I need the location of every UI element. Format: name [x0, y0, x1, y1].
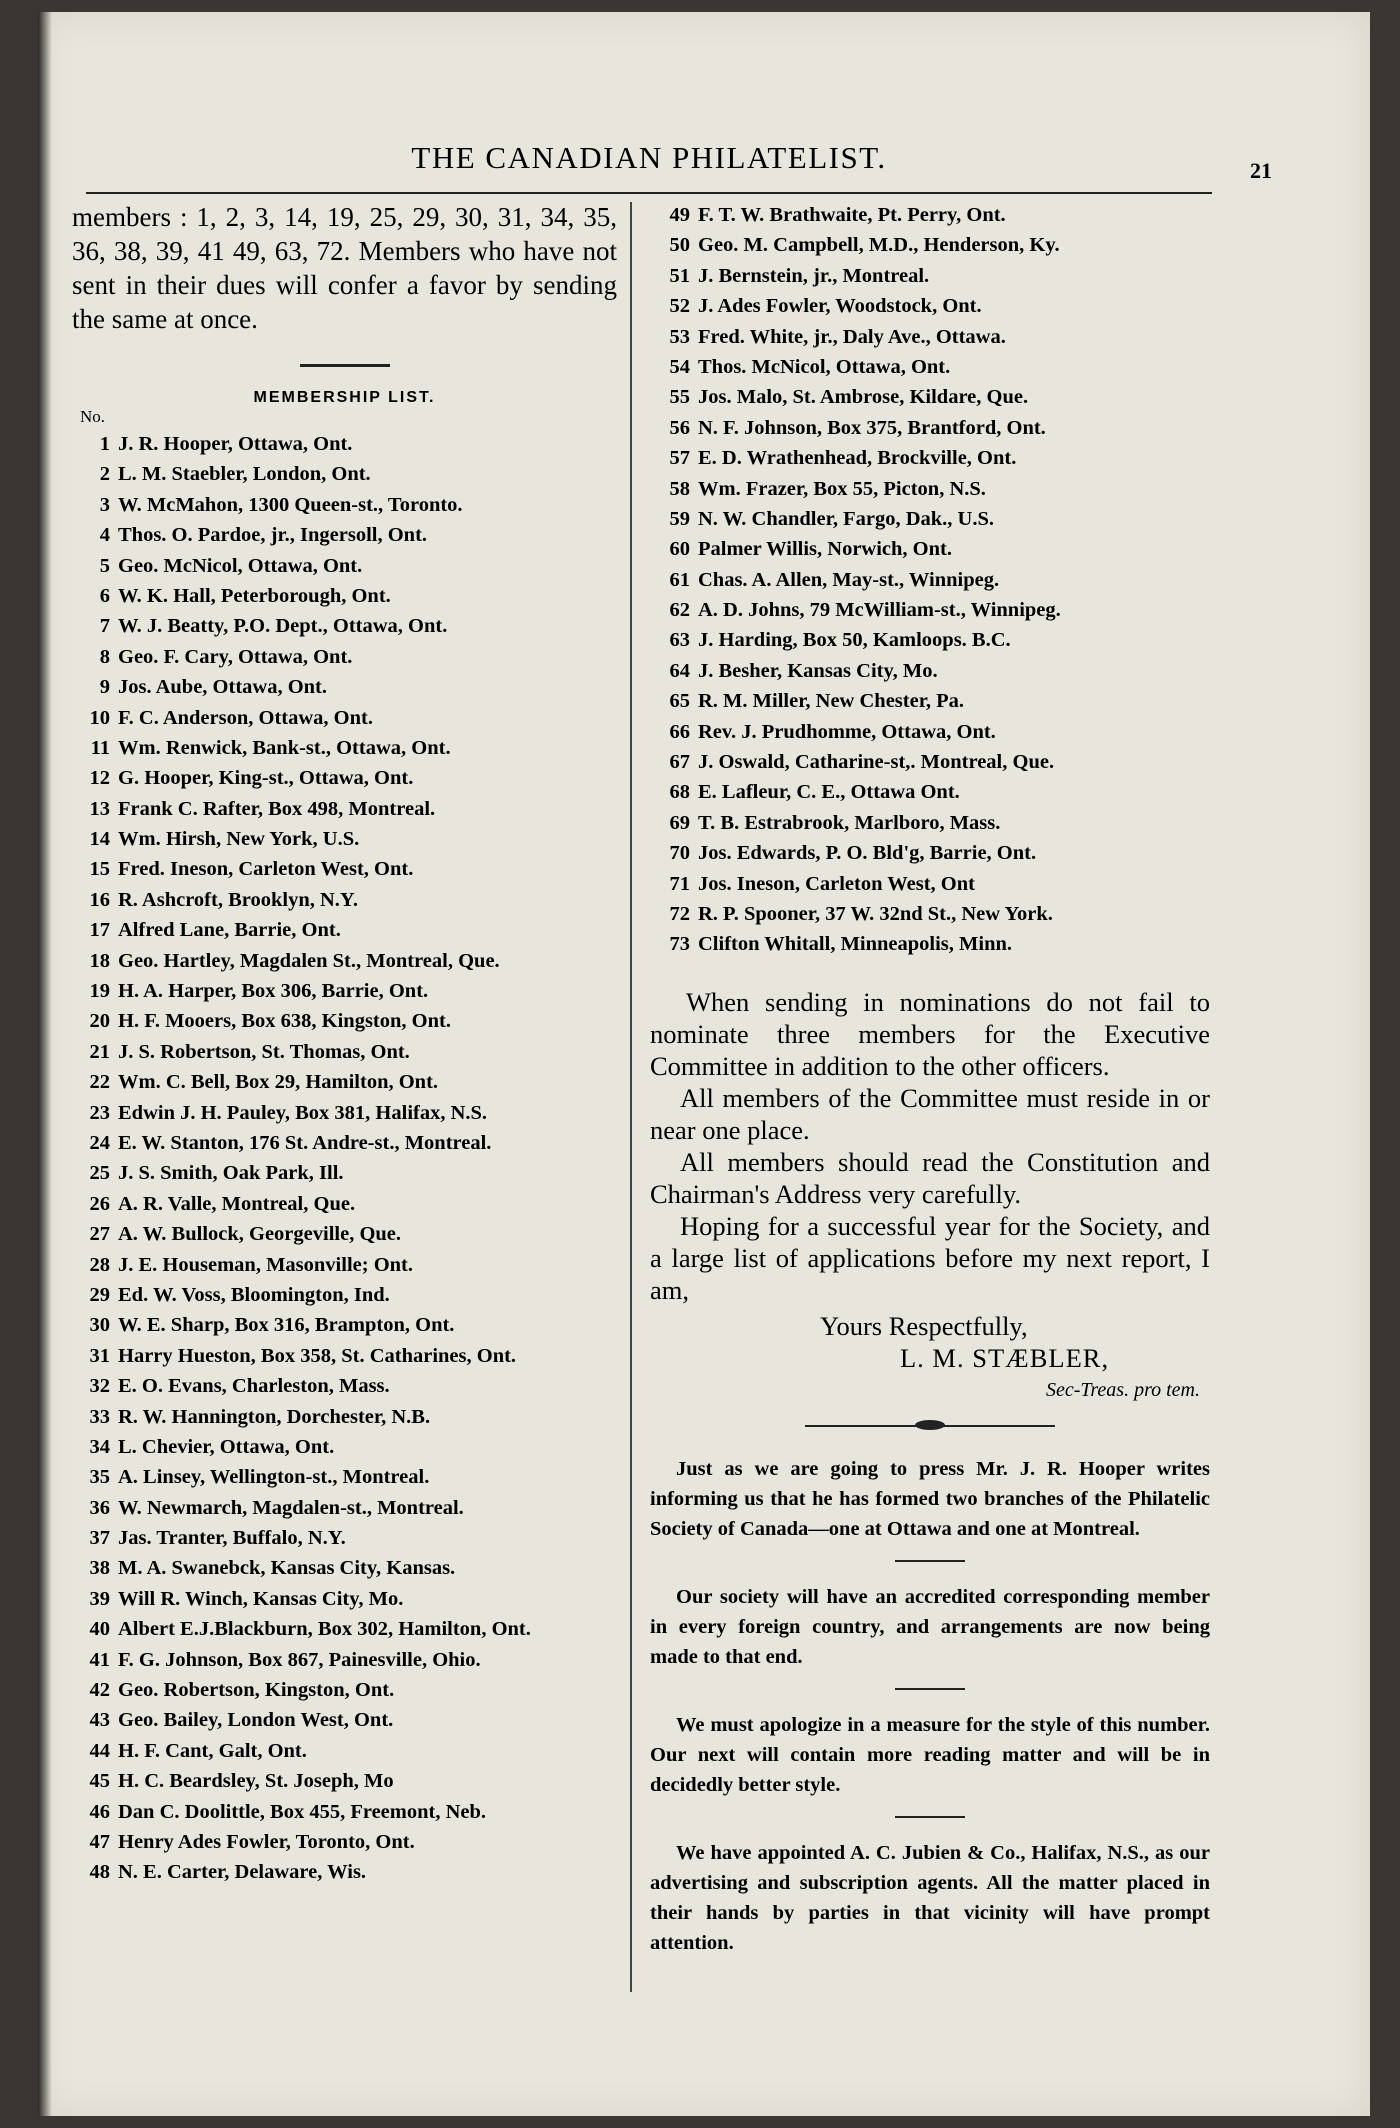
- signature-name: L. M. STÆBLER,: [900, 1342, 1110, 1373]
- note-rule: [895, 1560, 965, 1562]
- member-row: [72, 1493, 617, 1523]
- member-name: F. C. Anderson, Ottawa, Ont.: [118, 706, 373, 729]
- member-row: [72, 1310, 617, 1340]
- member-number: 19: [89, 980, 110, 1003]
- member-number: 65: [669, 690, 690, 713]
- member-number: 21: [89, 1040, 110, 1063]
- member-row: [650, 534, 1210, 564]
- member-name: W. E. Sharp, Box 316, Brampton, Ont.: [118, 1314, 455, 1337]
- member-number: 61: [669, 568, 690, 591]
- member-name: J. Ades Fowler, Woodstock, Ont.: [698, 295, 982, 318]
- closing-salutation: Yours Respectfully,: [820, 1310, 1028, 1341]
- member-number: 51: [669, 264, 690, 287]
- member-number: 64: [669, 659, 690, 682]
- member-number: 68: [669, 781, 690, 804]
- member-number: 62: [669, 599, 690, 622]
- member-number: 38: [89, 1557, 110, 1580]
- member-number: 40: [89, 1618, 110, 1641]
- note-agents: We have appointed A. C. Jubien & Co., Halifax, N.S., as our advertising and subscription agents. All the matter placed in their hands by parties in that vicinity will have prompt attention.: [650, 1841, 1210, 1954]
- member-row: [72, 703, 617, 733]
- member-row: [72, 1614, 617, 1644]
- member-name: Palmer Willis, Norwich, Ont.: [698, 538, 952, 561]
- member-row: [650, 747, 1210, 777]
- member-row: [72, 1766, 617, 1796]
- member-name: W. K. Hall, Peterborough, Ont.: [118, 584, 391, 607]
- member-name: Jos. Ineson, Carleton West, Ont: [698, 872, 975, 895]
- member-number: 50: [669, 234, 690, 257]
- member-name: R. Ashcroft, Brooklyn, N.Y.: [118, 888, 358, 911]
- member-row: [72, 1371, 617, 1401]
- member-name: Fred. Ineson, Carleton West, Ont.: [118, 858, 414, 881]
- constitution-paragraph: All members should read the Constitution and Chairman's Address very carefully.: [650, 1146, 1210, 1209]
- member-row: [650, 443, 1210, 473]
- member-number: 32: [89, 1375, 110, 1398]
- member-name: Rev. J. Prudhomme, Ottawa, Ont.: [698, 720, 996, 743]
- member-row: [72, 1462, 617, 1492]
- member-name: A. D. Johns, 79 McWilliam-st., Winnipeg.: [698, 599, 1061, 622]
- member-row: [650, 352, 1210, 382]
- member-row: [72, 1523, 617, 1553]
- member-row: [72, 854, 617, 884]
- member-number: 9: [99, 676, 110, 699]
- member-name: Ed. W. Voss, Bloomington, Ind.: [118, 1283, 390, 1306]
- member-row: [72, 1645, 617, 1675]
- member-number: 70: [669, 842, 690, 865]
- section-rule: [300, 364, 390, 367]
- member-row: [72, 1067, 617, 1097]
- right-column: [650, 200, 1210, 1958]
- member-name: Geo. McNicol, Ottawa, Ont.: [118, 554, 363, 577]
- member-name: E. O. Evans, Charleston, Mass.: [118, 1375, 390, 1398]
- member-name: E. D. Wrathenhead, Brockville, Ont.: [698, 447, 1017, 470]
- nominations-notice: [650, 986, 1210, 1406]
- member-number: 35: [89, 1466, 110, 1489]
- membership-list-right: [650, 200, 1210, 960]
- member-row: [72, 1402, 617, 1432]
- member-row: [650, 322, 1210, 352]
- member-row: [72, 1250, 617, 1280]
- member-name: Harry Hueston, Box 358, St. Catharines, Ont.: [118, 1344, 517, 1367]
- closing-paragraph: Hoping for a successful year for the Society, and a large list of applications before my next report, I am,: [650, 1210, 1210, 1305]
- member-number: 4: [99, 524, 110, 547]
- member-number: 37: [89, 1527, 110, 1550]
- member-number: 42: [89, 1679, 110, 1702]
- member-row: [72, 946, 617, 976]
- member-row: [650, 474, 1210, 504]
- number-column-label: No.: [80, 407, 106, 426]
- member-number: 17: [89, 919, 110, 942]
- member-number: 16: [89, 888, 110, 911]
- member-number: 26: [89, 1192, 110, 1215]
- member-name: W. J. Beatty, P.O. Dept., Ottawa, Ont.: [118, 615, 448, 638]
- member-name: A. R. Valle, Montreal, Que.: [118, 1192, 356, 1215]
- note-corresponding-member: Our society will have an accredited corresponding member in every foreign country, and arrangements are now being made to that end.: [650, 1585, 1210, 1668]
- member-row: [650, 200, 1210, 230]
- member-name: A. W. Bullock, Georgeville, Que.: [118, 1223, 402, 1246]
- member-row: [72, 1797, 617, 1827]
- dues-notice: [72, 200, 617, 336]
- member-row: [72, 1736, 617, 1766]
- member-name: Jas. Tranter, Buffalo, N.Y.: [118, 1527, 346, 1550]
- column-divider: [630, 202, 632, 1992]
- member-name: Frank C. Rafter, Box 498, Montreal.: [118, 797, 436, 820]
- member-number: 63: [669, 629, 690, 652]
- note-rule: [895, 1688, 965, 1690]
- member-number: 44: [89, 1739, 110, 1762]
- member-row: [650, 838, 1210, 868]
- member-number: 53: [669, 325, 690, 348]
- member-name: Geo. Hartley, Magdalen St., Montreal, Que.: [118, 949, 500, 972]
- member-row: [72, 976, 617, 1006]
- member-name: J. S. Smith, Oak Park, Ill.: [118, 1162, 344, 1185]
- member-number: 59: [669, 507, 690, 530]
- member-name: A. Linsey, Wellington-st., Montreal.: [118, 1466, 430, 1489]
- member-row: [72, 1341, 617, 1371]
- member-number: 18: [89, 949, 110, 972]
- member-row: [72, 763, 617, 793]
- member-row: [72, 1128, 617, 1158]
- member-name: H. F. Cant, Galt, Ont.: [118, 1739, 307, 1762]
- member-row: [650, 565, 1210, 595]
- member-number: 54: [669, 355, 690, 378]
- left-column: [72, 200, 617, 1888]
- member-number: 12: [89, 767, 110, 790]
- member-number: 60: [669, 538, 690, 561]
- member-row: [72, 1705, 617, 1735]
- member-row: [72, 611, 617, 641]
- member-row: [650, 230, 1210, 260]
- member-number: 45: [89, 1770, 110, 1793]
- member-name: Geo. F. Cary, Ottawa, Ont.: [118, 645, 353, 668]
- member-row: [72, 1006, 617, 1036]
- membership-list-left: [72, 429, 617, 1888]
- member-number: 7: [99, 615, 110, 638]
- member-name: T. B. Estrabrook, Marlboro, Mass.: [698, 811, 1001, 834]
- member-name: Jos. Aube, Ottawa, Ont.: [118, 676, 328, 699]
- member-row: [650, 686, 1210, 716]
- membership-list-header: [72, 389, 617, 429]
- member-name: J. E. Houseman, Masonville; Ont.: [118, 1253, 413, 1276]
- member-number: 39: [89, 1587, 110, 1610]
- member-name: R. M. Miller, New Chester, Pa.: [698, 690, 965, 713]
- member-number: 30: [89, 1314, 110, 1337]
- member-number: 43: [89, 1709, 110, 1732]
- note-rule: [895, 1816, 965, 1818]
- member-name: L. Chevier, Ottawa, Ont.: [118, 1435, 335, 1458]
- note-hooper-branches: Just as we are going to press Mr. J. R. Hooper writes informing us that he has formed two branches of the Philatelic Society of Canada—one at Ottawa and one at Montreal.: [650, 1457, 1210, 1540]
- member-row: [72, 1827, 617, 1857]
- member-row: [650, 656, 1210, 686]
- member-row: [72, 429, 617, 459]
- member-number: 31: [89, 1344, 110, 1367]
- member-name: R. P. Spooner, 37 W. 32nd St., New York.: [698, 902, 1053, 925]
- member-row: [72, 642, 617, 672]
- member-number: 67: [669, 751, 690, 774]
- member-name: Wm. Hirsh, New York, U.S.: [118, 828, 360, 851]
- member-name: J. Bernstein, jr., Montreal.: [698, 264, 930, 287]
- member-row: [72, 915, 617, 945]
- member-name: Alfred Lane, Barrie, Ont.: [118, 919, 341, 942]
- editorial-notes: [650, 1454, 1210, 1958]
- member-name: L. M. Staebler, London, Ont.: [118, 463, 371, 486]
- member-name: H. F. Mooers, Box 638, Kingston, Ont.: [118, 1010, 451, 1033]
- member-name: E. W. Stanton, 176 St. Andre-st., Montreal.: [118, 1131, 492, 1154]
- member-number: 1: [99, 433, 110, 455]
- member-row: [650, 717, 1210, 747]
- member-name: Albert E.J.Blackburn, Box 302, Hamilton, Ont.: [118, 1618, 531, 1641]
- member-row: [650, 413, 1210, 443]
- member-number: 71: [669, 872, 690, 895]
- member-row: [72, 1432, 617, 1462]
- signature-role: Sec-Treas. pro tem.: [1045, 1378, 1200, 1401]
- member-number: 29: [89, 1283, 110, 1306]
- member-row: [650, 777, 1210, 807]
- committee-paragraph: All members of the Committee must reside in or near one place.: [650, 1082, 1210, 1145]
- member-name: Will R. Winch, Kansas City, Mo.: [118, 1587, 404, 1610]
- member-name: Chas. A. Allen, May-st., Winnipeg.: [698, 568, 1000, 591]
- member-number: 22: [89, 1071, 110, 1094]
- signature-block: [650, 1310, 1210, 1406]
- member-row: [72, 1189, 617, 1219]
- page-title: THE CANADIAN PHILATELIST.: [411, 140, 887, 175]
- note-apology: We must apologize in a measure for the style of this number. Our next will contain more reading matter and will be in decidedly better style.: [650, 1713, 1210, 1796]
- member-row: [72, 1553, 617, 1583]
- member-row: [72, 1098, 617, 1128]
- member-number: 73: [669, 933, 690, 956]
- member-number: 5: [99, 554, 110, 577]
- member-number: 36: [89, 1496, 110, 1519]
- member-row: [650, 504, 1210, 534]
- member-number: 14: [89, 828, 110, 851]
- member-row: [72, 1219, 617, 1249]
- member-name: N. E. Carter, Delaware, Wis.: [118, 1861, 367, 1884]
- member-name: F. G. Johnson, Box 867, Painesville, Ohio.: [118, 1648, 481, 1671]
- member-name: N. W. Chandler, Fargo, Dak., U.S.: [698, 507, 994, 530]
- member-number: 28: [89, 1253, 110, 1276]
- member-row: [72, 672, 617, 702]
- member-name: Wm. C. Bell, Box 29, Hamilton, Ont.: [118, 1071, 439, 1094]
- nominations-paragraph: When sending in nominations do not fail to nominate three members for the Executive Committee in addition to the other officers.: [650, 986, 1210, 1081]
- member-row: [650, 625, 1210, 655]
- member-row: [72, 1675, 617, 1705]
- member-number: 72: [669, 902, 690, 925]
- member-row: [650, 261, 1210, 291]
- member-number: 56: [669, 416, 690, 439]
- member-number: 15: [89, 858, 110, 881]
- dues-text: members : 1, 2, 3, 14, 19, 25, 29, 30, 31, 34, 35, 36, 38, 39, 41 49, 63, 72. Members who have not sent in their dues will confer a favor by sending the same at once.: [72, 202, 617, 334]
- member-number: 47: [89, 1830, 110, 1853]
- member-name: Wm. Renwick, Bank-st., Ottawa, Ont.: [118, 736, 451, 759]
- member-number: 49: [669, 204, 690, 226]
- member-row: [72, 459, 617, 489]
- member-number: 10: [89, 706, 110, 729]
- member-name: F. T. W. Brathwaite, Pt. Perry, Ont.: [698, 204, 1006, 226]
- member-name: Fred. White, jr., Daly Ave., Ottawa.: [698, 325, 1006, 348]
- member-number: 2: [99, 463, 110, 486]
- member-name: W. McMahon, 1300 Queen-st., Toronto.: [118, 493, 463, 516]
- member-number: 8: [99, 645, 110, 668]
- member-number: 20: [89, 1010, 110, 1033]
- member-row: [72, 520, 617, 550]
- member-name: E. Lafleur, C. E., Ottawa Ont.: [698, 781, 960, 804]
- member-name: H. A. Harper, Box 306, Barrie, Ont.: [118, 980, 429, 1003]
- member-row: [72, 824, 617, 854]
- member-number: 58: [669, 477, 690, 500]
- member-row: [650, 382, 1210, 412]
- member-row: [72, 1857, 617, 1887]
- member-name: R. W. Hannington, Dorchester, N.B.: [118, 1405, 431, 1428]
- member-name: Thos. McNicol, Ottawa, Ont.: [698, 355, 951, 378]
- member-row: [650, 899, 1210, 929]
- member-row: [72, 581, 617, 611]
- member-number: 11: [90, 736, 110, 759]
- member-name: Henry Ades Fowler, Toronto, Ont.: [118, 1830, 415, 1853]
- member-row: [72, 1280, 617, 1310]
- member-name: H. C. Beardsley, St. Joseph, Mo: [118, 1770, 394, 1793]
- member-name: Geo. Robertson, Kingston, Ont.: [118, 1679, 395, 1702]
- member-name: G. Hooper, King-st., Ottawa, Ont.: [118, 767, 414, 790]
- member-row: [72, 551, 617, 581]
- membership-list-title: MEMBERSHIP LIST.: [253, 389, 436, 406]
- member-number: 33: [89, 1405, 110, 1428]
- member-row: [72, 490, 617, 520]
- member-name: Geo. Bailey, London West, Ont.: [118, 1709, 394, 1732]
- member-name: J. Oswald, Catharine-st,. Montreal, Que.: [698, 751, 1055, 774]
- page-number: 21: [1250, 158, 1272, 183]
- header-rule: [86, 192, 1212, 194]
- member-name: Edwin J. H. Pauley, Box 381, Halifax, N.S.: [118, 1101, 488, 1124]
- member-number: 27: [89, 1223, 110, 1246]
- member-number: 24: [89, 1131, 110, 1154]
- member-number: 23: [89, 1101, 110, 1124]
- member-row: [72, 1158, 617, 1188]
- member-row: [650, 808, 1210, 838]
- member-number: 46: [89, 1800, 110, 1823]
- member-name: Jos. Edwards, P. O. Bld'g, Barrie, Ont.: [698, 842, 1037, 865]
- member-name: N. F. Johnson, Box 375, Brantford, Ont.: [698, 416, 1046, 439]
- member-name: Jos. Malo, St. Ambrose, Kildare, Que.: [698, 386, 1029, 409]
- member-row: [650, 929, 1210, 959]
- member-name: J. S. Robertson, St. Thomas, Ont.: [118, 1040, 410, 1063]
- member-row: [72, 733, 617, 763]
- member-name: Dan C. Doolittle, Box 455, Freemont, Neb.: [118, 1800, 487, 1823]
- member-number: 57: [669, 447, 690, 470]
- member-number: 52: [669, 295, 690, 318]
- member-number: 3: [99, 493, 110, 516]
- member-number: 55: [669, 386, 690, 409]
- member-row: [650, 869, 1210, 899]
- member-name: Wm. Frazer, Box 55, Picton, N.S.: [698, 477, 986, 500]
- member-number: 66: [669, 720, 690, 743]
- member-row: [72, 885, 617, 915]
- member-row: [72, 794, 617, 824]
- ornamental-rule: [805, 1420, 1055, 1432]
- member-name: Geo. M. Campbell, M.D., Henderson, Ky.: [698, 234, 1060, 257]
- member-name: Thos. O. Pardoe, jr., Ingersoll, Ont.: [118, 524, 428, 547]
- page-binding-shadow: [38, 12, 52, 2116]
- member-row: [650, 595, 1210, 625]
- member-number: 69: [669, 811, 690, 834]
- member-name: J. Besher, Kansas City, Mo.: [698, 659, 938, 682]
- member-row: [72, 1037, 617, 1067]
- member-number: 41: [89, 1648, 110, 1671]
- member-number: 48: [89, 1861, 110, 1884]
- member-number: 25: [89, 1162, 110, 1185]
- member-number: 6: [99, 584, 110, 607]
- member-row: [72, 1584, 617, 1614]
- member-name: W. Newmarch, Magdalen-st., Montreal.: [118, 1496, 464, 1519]
- member-name: J. R. Hooper, Ottawa, Ont.: [118, 433, 353, 455]
- member-number: 34: [89, 1435, 110, 1458]
- member-row: [650, 291, 1210, 321]
- page-header: [86, 140, 1272, 188]
- member-number: 13: [89, 797, 110, 820]
- member-name: J. Harding, Box 50, Kamloops. B.C.: [698, 629, 1011, 652]
- member-name: Clifton Whitall, Minneapolis, Minn.: [698, 933, 1013, 956]
- member-name: M. A. Swanebck, Kansas City, Kansas.: [118, 1557, 456, 1580]
